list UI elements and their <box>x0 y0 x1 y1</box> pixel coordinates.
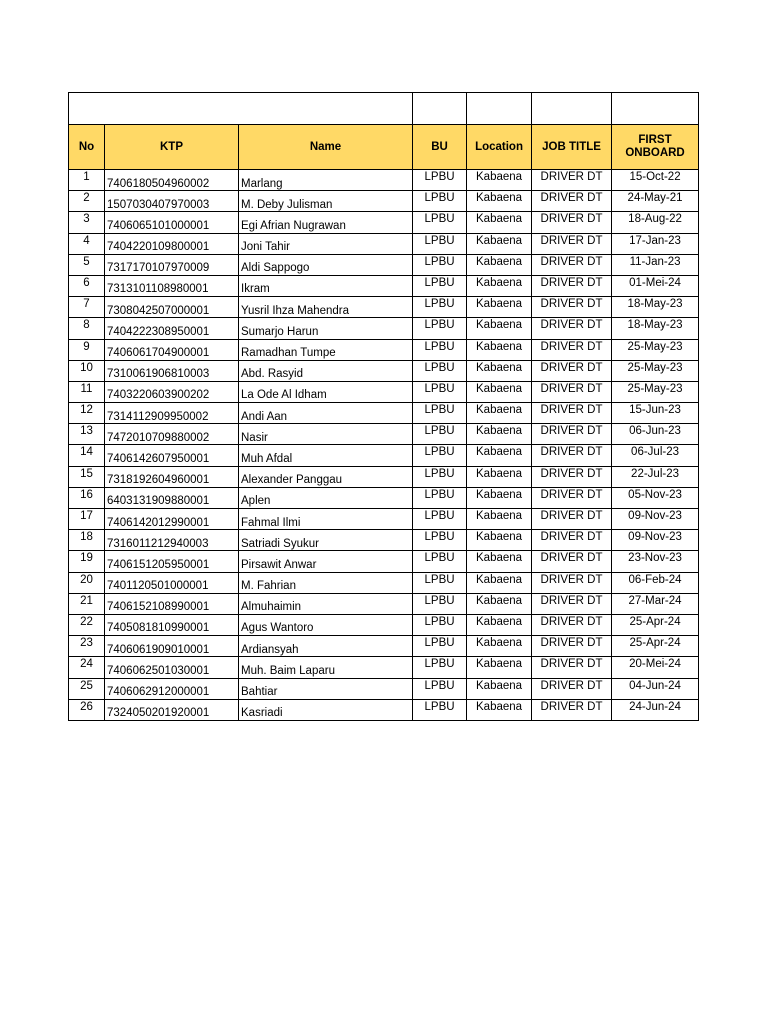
cell-location[interactable]: Kabaena <box>467 636 532 657</box>
cell-no[interactable]: 10 <box>69 360 105 381</box>
table-row <box>69 297 699 318</box>
table-row <box>69 593 699 614</box>
cell-name[interactable]: M. Fahrian <box>239 572 413 593</box>
cell-first-onboard[interactable]: 25-Apr-24 <box>612 614 699 635</box>
column-header-job-title[interactable]: JOB TITLE <box>532 125 612 170</box>
cell-first-onboard[interactable]: 04-Jun-24 <box>612 678 699 699</box>
table-row <box>69 657 699 678</box>
cell-location[interactable]: Kabaena <box>467 445 532 466</box>
cell-job-title[interactable]: DRIVER DT <box>532 487 612 508</box>
cell-bu[interactable]: LPBU <box>413 530 467 551</box>
cell-ktp[interactable]: 7406142607950001 <box>105 445 239 466</box>
cell-job-title[interactable]: DRIVER DT <box>532 678 612 699</box>
cell-location[interactable]: Kabaena <box>467 551 532 572</box>
cell-bu[interactable]: LPBU <box>413 445 467 466</box>
table-row <box>69 191 699 212</box>
blank-cell[interactable] <box>532 93 612 125</box>
cell-first-onboard[interactable]: 23-Nov-23 <box>612 551 699 572</box>
cell-ktp[interactable]: 7313101108980001 <box>105 275 239 296</box>
cell-location[interactable]: Kabaena <box>467 593 532 614</box>
cell-no[interactable]: 9 <box>69 339 105 360</box>
cell-job-title[interactable]: DRIVER DT <box>532 572 612 593</box>
cell-first-onboard[interactable]: 06-Jul-23 <box>612 445 699 466</box>
cell-ktp[interactable]: 7404220109800001 <box>105 233 239 254</box>
cell-first-onboard[interactable]: 24-Jun-24 <box>612 699 699 720</box>
cell-first-onboard[interactable]: 09-Nov-23 <box>612 509 699 530</box>
cell-location[interactable]: Kabaena <box>467 466 532 487</box>
cell-name[interactable]: Marlang <box>239 170 413 191</box>
cell-bu[interactable]: LPBU <box>413 487 467 508</box>
cell-location[interactable]: Kabaena <box>467 212 532 233</box>
cell-no[interactable]: 3 <box>69 212 105 233</box>
cell-ktp[interactable]: 7310061906810003 <box>105 360 239 381</box>
cell-ktp[interactable]: 6403131909880001 <box>105 487 239 508</box>
cell-ktp[interactable]: 7472010709880002 <box>105 424 239 445</box>
cell-bu[interactable]: LPBU <box>413 381 467 402</box>
cell-name[interactable]: Abd. Rasyid <box>239 360 413 381</box>
cell-name[interactable]: Nasir <box>239 424 413 445</box>
cell-name[interactable]: Yusril Ihza Mahendra <box>239 297 413 318</box>
cell-name[interactable]: Muh. Baim Laparu <box>239 657 413 678</box>
cell-ktp[interactable]: 1507030407970003 <box>105 191 239 212</box>
cell-location[interactable]: Kabaena <box>467 657 532 678</box>
cell-name[interactable]: Almuhaimin <box>239 593 413 614</box>
cell-job-title[interactable]: DRIVER DT <box>532 699 612 720</box>
spreadsheet-sheet <box>68 92 699 721</box>
cell-location[interactable]: Kabaena <box>467 699 532 720</box>
cell-no[interactable]: 22 <box>69 614 105 635</box>
cell-ktp[interactable]: 7308042507000001 <box>105 297 239 318</box>
cell-job-title[interactable]: DRIVER DT <box>532 254 612 275</box>
table-row <box>69 233 699 254</box>
cell-no[interactable]: 12 <box>69 403 105 424</box>
table-row <box>69 339 699 360</box>
cell-ktp[interactable]: 7406065101000001 <box>105 212 239 233</box>
cell-name[interactable]: Alexander Panggau <box>239 466 413 487</box>
cell-no[interactable]: 25 <box>69 678 105 699</box>
column-header-bu[interactable]: BU <box>413 125 467 170</box>
cell-ktp[interactable]: 7406142012990001 <box>105 509 239 530</box>
cell-first-onboard[interactable]: 20-Mei-24 <box>612 657 699 678</box>
table-row <box>69 318 699 339</box>
cell-first-onboard[interactable]: 11-Jan-23 <box>612 254 699 275</box>
cell-name[interactable]: Ikram <box>239 275 413 296</box>
cell-location[interactable]: Kabaena <box>467 275 532 296</box>
cell-location[interactable]: Kabaena <box>467 678 532 699</box>
table-row <box>69 381 699 402</box>
cell-name[interactable]: La Ode Al Idham <box>239 381 413 402</box>
cell-ktp[interactable]: 7406180504960002 <box>105 170 239 191</box>
cell-no[interactable]: 1 <box>69 170 105 191</box>
cell-name[interactable]: Egi Afrian Nugrawan <box>239 212 413 233</box>
cell-name[interactable]: Sumarjo Harun <box>239 318 413 339</box>
cell-bu[interactable]: LPBU <box>413 424 467 445</box>
cell-bu[interactable]: LPBU <box>413 678 467 699</box>
cell-first-onboard[interactable]: 24-May-21 <box>612 191 699 212</box>
cell-first-onboard[interactable]: 06-Feb-24 <box>612 572 699 593</box>
cell-bu[interactable]: LPBU <box>413 318 467 339</box>
cell-bu[interactable]: LPBU <box>413 233 467 254</box>
cell-job-title[interactable]: DRIVER DT <box>532 403 612 424</box>
cell-ktp[interactable]: 7406062501030001 <box>105 657 239 678</box>
cell-first-onboard[interactable]: 18-May-23 <box>612 297 699 318</box>
cell-job-title[interactable]: DRIVER DT <box>532 445 612 466</box>
cell-job-title[interactable]: DRIVER DT <box>532 551 612 572</box>
cell-name[interactable]: Andi Aan <box>239 403 413 424</box>
column-header-ktp[interactable]: KTP <box>105 125 239 170</box>
table-row <box>69 572 699 593</box>
table-row <box>69 551 699 572</box>
table-row <box>69 487 699 508</box>
cell-no[interactable]: 14 <box>69 445 105 466</box>
table-row <box>69 699 699 720</box>
cell-ktp[interactable]: 7403220603900202 <box>105 381 239 402</box>
cell-job-title[interactable]: DRIVER DT <box>532 593 612 614</box>
cell-ktp[interactable]: 7401120501000001 <box>105 572 239 593</box>
cell-job-title[interactable]: DRIVER DT <box>532 339 612 360</box>
blank-cell[interactable] <box>413 93 467 125</box>
cell-bu[interactable]: LPBU <box>413 551 467 572</box>
cell-name[interactable]: M. Deby Julisman <box>239 191 413 212</box>
cell-bu[interactable]: LPBU <box>413 572 467 593</box>
cell-ktp[interactable]: 7318192604960001 <box>105 466 239 487</box>
cell-ktp[interactable]: 7324050201920001 <box>105 699 239 720</box>
cell-job-title[interactable]: DRIVER DT <box>532 614 612 635</box>
table-row <box>69 424 699 445</box>
table-row <box>69 403 699 424</box>
cell-no[interactable]: 11 <box>69 381 105 402</box>
cell-first-onboard[interactable]: 17-Jan-23 <box>612 233 699 254</box>
cell-location[interactable]: Kabaena <box>467 360 532 381</box>
table-row <box>69 466 699 487</box>
cell-location[interactable]: Kabaena <box>467 572 532 593</box>
cell-ktp[interactable]: 7406061909010001 <box>105 636 239 657</box>
cell-ktp[interactable]: 7405081810990001 <box>105 614 239 635</box>
cell-location[interactable]: Kabaena <box>467 487 532 508</box>
table-row <box>69 254 699 275</box>
cell-no[interactable]: 17 <box>69 509 105 530</box>
cell-job-title[interactable]: DRIVER DT <box>532 530 612 551</box>
cell-first-onboard[interactable]: 25-May-23 <box>612 360 699 381</box>
cell-bu[interactable]: LPBU <box>413 275 467 296</box>
blank-cell[interactable] <box>467 93 532 125</box>
cell-no[interactable]: 18 <box>69 530 105 551</box>
cell-bu[interactable]: LPBU <box>413 339 467 360</box>
cell-job-title[interactable]: DRIVER DT <box>532 233 612 254</box>
cell-first-onboard[interactable]: 18-May-23 <box>612 318 699 339</box>
cell-location[interactable]: Kabaena <box>467 614 532 635</box>
cell-location[interactable]: Kabaena <box>467 424 532 445</box>
cell-job-title[interactable]: DRIVER DT <box>532 360 612 381</box>
cell-bu[interactable]: LPBU <box>413 614 467 635</box>
table-body <box>69 170 699 721</box>
cell-location[interactable]: Kabaena <box>467 403 532 424</box>
cell-name[interactable]: Fahmal Ilmi <box>239 509 413 530</box>
cell-no[interactable]: 15 <box>69 466 105 487</box>
header-row <box>69 125 699 170</box>
cell-job-title[interactable]: DRIVER DT <box>532 191 612 212</box>
cell-name[interactable]: Ardiansyah <box>239 636 413 657</box>
cell-first-onboard[interactable]: 25-May-23 <box>612 381 699 402</box>
table-row <box>69 636 699 657</box>
cell-no[interactable]: 26 <box>69 699 105 720</box>
cell-job-title[interactable]: DRIVER DT <box>532 509 612 530</box>
cell-no[interactable]: 16 <box>69 487 105 508</box>
cell-name[interactable]: Kasriadi <box>239 699 413 720</box>
cell-location[interactable]: Kabaena <box>467 381 532 402</box>
cell-bu[interactable]: LPBU <box>413 699 467 720</box>
cell-bu[interactable]: LPBU <box>413 466 467 487</box>
cell-first-onboard[interactable]: 25-May-23 <box>612 339 699 360</box>
table-row <box>69 614 699 635</box>
cell-first-onboard[interactable]: 06-Jun-23 <box>612 424 699 445</box>
cell-no[interactable]: 20 <box>69 572 105 593</box>
blank-title-row <box>69 93 699 125</box>
cell-no[interactable]: 19 <box>69 551 105 572</box>
cell-bu[interactable]: LPBU <box>413 360 467 381</box>
cell-ktp[interactable]: 7406062912000001 <box>105 678 239 699</box>
cell-no[interactable]: 8 <box>69 318 105 339</box>
cell-name[interactable]: Satriadi Syukur <box>239 530 413 551</box>
table-row <box>69 275 699 296</box>
cell-job-title[interactable]: DRIVER DT <box>532 212 612 233</box>
cell-ktp[interactable]: 7314112909950002 <box>105 403 239 424</box>
cell-name[interactable]: Aldi Sappogo <box>239 254 413 275</box>
cell-no[interactable]: 7 <box>69 297 105 318</box>
cell-first-onboard[interactable]: 09-Nov-23 <box>612 530 699 551</box>
cell-bu[interactable]: LPBU <box>413 212 467 233</box>
cell-name[interactable]: Muh Afdal <box>239 445 413 466</box>
cell-bu[interactable]: LPBU <box>413 403 467 424</box>
cell-job-title[interactable]: DRIVER DT <box>532 381 612 402</box>
cell-job-title[interactable]: DRIVER DT <box>532 170 612 191</box>
cell-location[interactable]: Kabaena <box>467 233 532 254</box>
cell-ktp[interactable]: 7404222308950001 <box>105 318 239 339</box>
blank-cell[interactable] <box>612 93 699 125</box>
cell-job-title[interactable]: DRIVER DT <box>532 466 612 487</box>
cell-bu[interactable]: LPBU <box>413 657 467 678</box>
cell-job-title[interactable]: DRIVER DT <box>532 275 612 296</box>
cell-no[interactable]: 24 <box>69 657 105 678</box>
cell-bu[interactable]: LPBU <box>413 297 467 318</box>
cell-bu[interactable]: LPBU <box>413 254 467 275</box>
cell-name[interactable]: Joni Tahir <box>239 233 413 254</box>
cell-first-onboard[interactable]: 27-Mar-24 <box>612 593 699 614</box>
cell-ktp[interactable]: 7317170107970009 <box>105 254 239 275</box>
cell-ktp[interactable]: 7406152108990001 <box>105 593 239 614</box>
table-row <box>69 678 699 699</box>
cell-no[interactable]: 5 <box>69 254 105 275</box>
cell-first-onboard[interactable]: 15-Jun-23 <box>612 403 699 424</box>
cell-location[interactable]: Kabaena <box>467 297 532 318</box>
employee-table <box>68 92 699 721</box>
cell-name[interactable]: Aplen <box>239 487 413 508</box>
cell-bu[interactable]: LPBU <box>413 191 467 212</box>
cell-job-title[interactable]: DRIVER DT <box>532 657 612 678</box>
cell-first-onboard[interactable]: 05-Nov-23 <box>612 487 699 508</box>
merged-blank-cell[interactable] <box>69 93 413 125</box>
cell-location[interactable]: Kabaena <box>467 530 532 551</box>
table-row <box>69 530 699 551</box>
column-header-no[interactable]: No <box>69 125 105 170</box>
cell-name[interactable]: Agus Wantoro <box>239 614 413 635</box>
cell-bu[interactable]: LPBU <box>413 509 467 530</box>
cell-no[interactable]: 13 <box>69 424 105 445</box>
cell-name[interactable]: Ramadhan Tumpe <box>239 339 413 360</box>
column-header-first-onboard[interactable]: FIRST ONBOARD <box>612 125 699 170</box>
cell-location[interactable]: Kabaena <box>467 339 532 360</box>
cell-location[interactable]: Kabaena <box>467 191 532 212</box>
cell-no[interactable]: 4 <box>69 233 105 254</box>
cell-ktp[interactable]: 7406061704900001 <box>105 339 239 360</box>
cell-ktp[interactable]: 7406151205950001 <box>105 551 239 572</box>
cell-name[interactable]: Bahtiar <box>239 678 413 699</box>
table-row <box>69 212 699 233</box>
cell-first-onboard[interactable]: 25-Apr-24 <box>612 636 699 657</box>
cell-location[interactable]: Kabaena <box>467 318 532 339</box>
cell-job-title[interactable]: DRIVER DT <box>532 297 612 318</box>
cell-no[interactable]: 21 <box>69 593 105 614</box>
cell-bu[interactable]: LPBU <box>413 636 467 657</box>
table-row <box>69 509 699 530</box>
cell-no[interactable]: 2 <box>69 191 105 212</box>
cell-bu[interactable]: LPBU <box>413 593 467 614</box>
cell-name[interactable]: Pirsawit Anwar <box>239 551 413 572</box>
cell-location[interactable]: Kabaena <box>467 509 532 530</box>
cell-job-title[interactable]: DRIVER DT <box>532 318 612 339</box>
cell-bu[interactable]: LPBU <box>413 170 467 191</box>
column-header-location[interactable]: Location <box>467 125 532 170</box>
cell-job-title[interactable]: DRIVER DT <box>532 424 612 445</box>
cell-location[interactable]: Kabaena <box>467 170 532 191</box>
cell-ktp[interactable]: 7316011212940003 <box>105 530 239 551</box>
table-row <box>69 170 699 191</box>
cell-job-title[interactable]: DRIVER DT <box>532 636 612 657</box>
cell-location[interactable]: Kabaena <box>467 254 532 275</box>
cell-first-onboard[interactable]: 18-Aug-22 <box>612 212 699 233</box>
cell-first-onboard[interactable]: 22-Jul-23 <box>612 466 699 487</box>
cell-first-onboard[interactable]: 15-Oct-22 <box>612 170 699 191</box>
cell-first-onboard[interactable]: 01-Mei-24 <box>612 275 699 296</box>
table-row <box>69 445 699 466</box>
cell-no[interactable]: 23 <box>69 636 105 657</box>
table-row <box>69 360 699 381</box>
column-header-name[interactable]: Name <box>239 125 413 170</box>
cell-no[interactable]: 6 <box>69 275 105 296</box>
